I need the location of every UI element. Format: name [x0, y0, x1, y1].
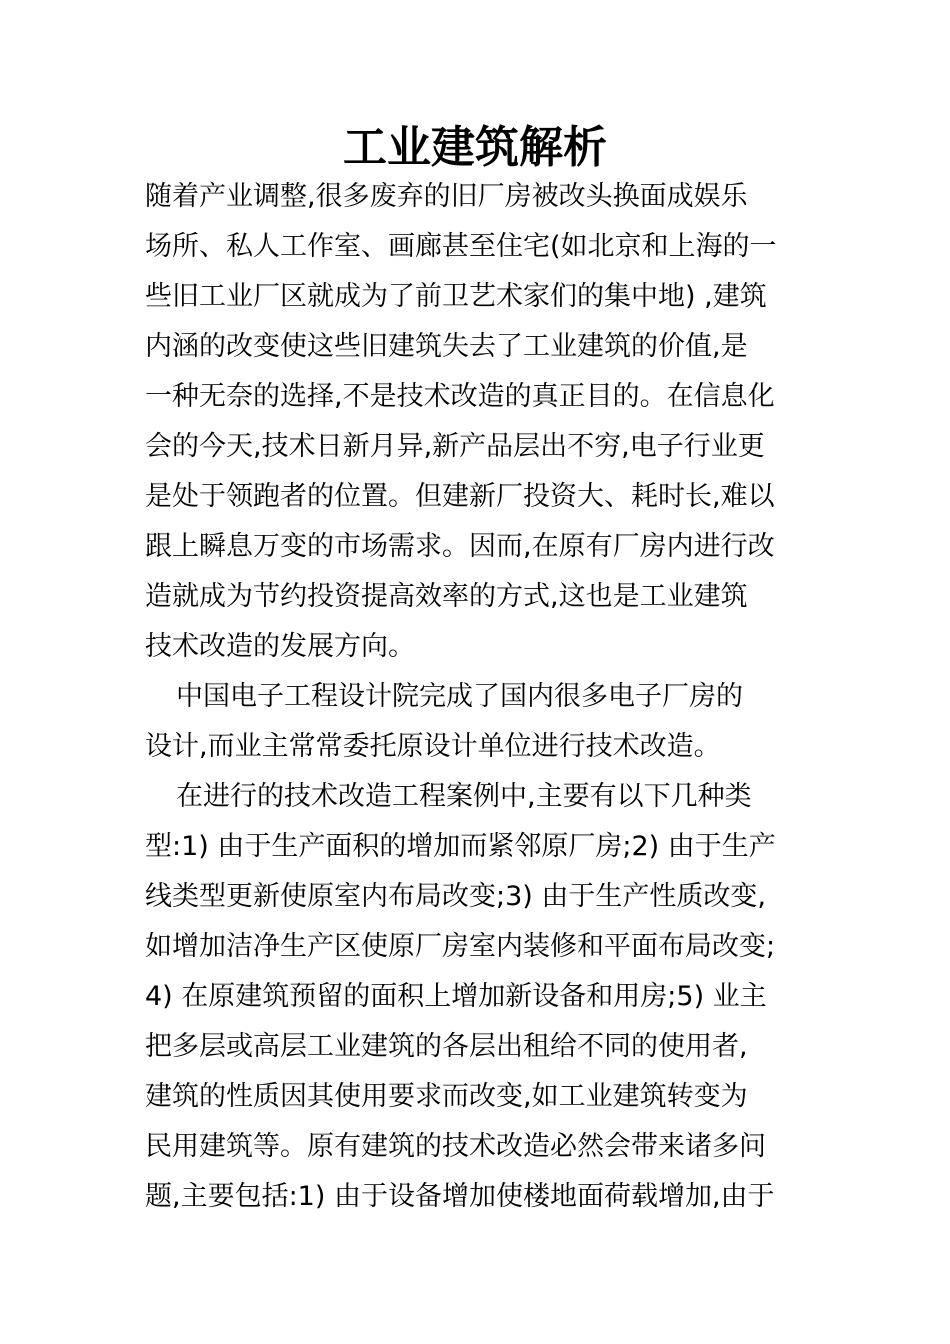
paragraph-1-line-3: 些旧工业厂区就成为了前卫艺术家们的集中地) ,建筑: [145, 281, 767, 312]
paragraph-1-line-2: 场所、私人工作室、画廊甚至住宅(如北京和上海的一: [145, 231, 777, 262]
paragraph-2-line-1: 中国电子工程设计院完成了国内很多电子厂房的: [176, 681, 743, 712]
paragraph-1-line-10: 技术改造的发展方向。: [145, 631, 415, 662]
paragraph-1-line-9: 造就成为节约投资提高效率的方式,这也是工业建筑: [145, 581, 748, 612]
paragraph-3-line-5: 4) 在原建筑预留的面积上增加新设备和用房;5) 业主: [145, 981, 767, 1012]
document-title: 工业建筑解析: [343, 122, 607, 173]
paragraph-3-line-7: 建筑的性质因其使用要求而改变,如工业建筑转变为: [145, 1081, 748, 1112]
paragraph-3-line-8: 民用建筑等。原有建筑的技术改造必然会带来诸多问: [145, 1131, 766, 1162]
paragraph-3-line-6: 把多层或高层工业建筑的各层出租给不同的使用者,: [145, 1031, 748, 1062]
paragraph-3-line-4: 如增加洁净生产区使原厂房室内装修和平面布局改变;: [145, 931, 776, 962]
paragraph-1-line-1: 随着产业调整,很多废弃的旧厂房被改头换面成娱乐: [145, 181, 748, 212]
paragraph-3-line-2: 型:1) 由于生产面积的增加而紧邻原厂房;2) 由于生产: [145, 831, 776, 862]
paragraph-1-line-4: 内涵的改变使这些旧建筑失去了工业建筑的价值,是: [145, 331, 748, 362]
paragraph-1-line-7: 是处于领跑者的位置。但建新厂投资大、耗时长,难以: [145, 481, 775, 512]
paragraph-1-line-8: 跟上瞬息万变的市场需求。因而,在原有厂房内进行改: [145, 531, 775, 562]
paragraph-1-line-6: 会的今天,技术日新月异,新产品层出不穷,电子行业更: [145, 431, 765, 462]
paragraph-3-line-9: 题,主要包括:1) 由于设备增加使楼地面荷载增加,由于: [145, 1181, 775, 1212]
paragraph-3-line-1: 在进行的技术改造工程案例中,主要有以下几种类: [176, 781, 752, 812]
paragraph-2-line-2: 设计,而业主常常委托原设计单位进行技术改造。: [145, 731, 721, 762]
paragraph-3-line-3: 线类型更新使原室内布局改变;3) 由于生产性质改变,: [145, 881, 766, 912]
paragraph-1-line-5: 一种无奈的选择,不是技术改造的真正目的。在信息化: [145, 381, 775, 412]
